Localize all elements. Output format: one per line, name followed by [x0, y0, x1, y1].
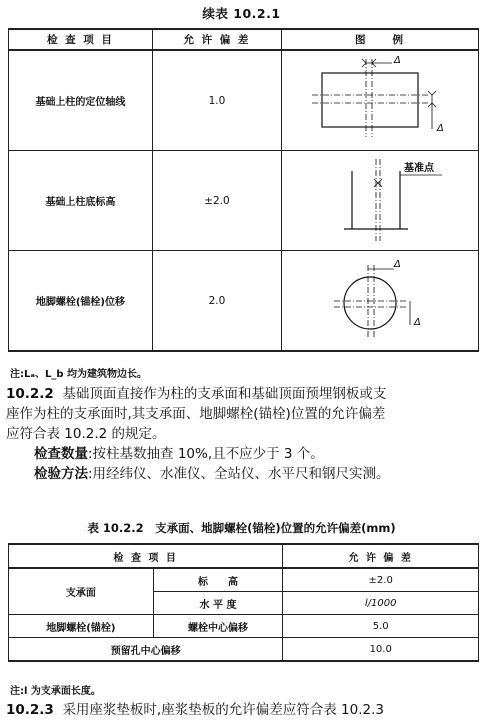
figure-elevation-cell: [281, 151, 478, 251]
row-hole-value: 10.0: [283, 638, 479, 662]
row-bolt-value: 5.0: [283, 615, 479, 638]
delta-label-3: Δ: [393, 259, 401, 270]
table-header-row: [9, 29, 479, 50]
bolt-offset-figure: [282, 251, 478, 347]
delta-label: Δ: [393, 55, 401, 66]
table-caption: 续表 10.2.1: [202, 6, 281, 21]
header-tolerance: 允 许 偏 差: [152, 29, 281, 50]
figure-axis-cell: [281, 50, 478, 151]
row-bolt-label: 螺栓中心偏移: [153, 615, 283, 638]
header-tolerance: 允 许 偏 差: [283, 544, 479, 568]
row-item-bolt: 地脚螺栓(锚栓)位移: [9, 251, 153, 352]
table-row: [9, 151, 479, 251]
paragraph-text: 采用座浆垫板时,座浆垫板的允许偏差应符合表 10.2.3: [62, 702, 384, 718]
row-value-elevation: ±2.0: [152, 151, 281, 251]
header-check-item: 检 查 项 目: [9, 29, 153, 50]
row-item-axis: 基础上柱的定位轴线: [9, 50, 153, 151]
check-method-line: [6, 464, 480, 484]
row-elevation-label: 标 高: [153, 568, 283, 592]
column-elevation-figure: [282, 151, 478, 247]
table-header-row: [9, 544, 479, 568]
datum-point-label: 基准点: [403, 163, 434, 174]
header-figure: 图 例: [281, 29, 478, 50]
paragraph-line: [6, 384, 480, 404]
delta-label-4: Δ: [413, 317, 421, 328]
section-10-2-3: [6, 700, 480, 720]
group-anchor-bolt: 地脚螺栓(锚栓): [9, 615, 154, 638]
clause-number: 10.2.2: [6, 386, 54, 402]
tolerance-table-10-2-1: [8, 28, 479, 352]
table2-note: 注:l 为支承面长度。: [10, 686, 101, 697]
table-row: [9, 615, 479, 638]
table-row: [9, 568, 479, 592]
check-quantity-label: 检查数量: [34, 446, 88, 462]
check-quantity-text: :按柱基数抽查 10%,且不应少于 3 个。: [88, 446, 324, 462]
row-level-label: 水 平 度: [153, 592, 283, 615]
row-value-axis: 1.0: [152, 50, 281, 151]
row-elevation-value: ±2.0: [283, 568, 479, 592]
table-note: 注:Lₐ、L_b 均为建筑物边长。: [10, 369, 147, 380]
row-item-elevation: 基础上柱底标高: [9, 151, 153, 251]
section-10-2-2: [6, 384, 480, 484]
paragraph-line: 应符合表 10.2.2 的规定。: [6, 426, 166, 442]
table-row: [9, 251, 479, 352]
row-hole-label: 预留孔中心偏移: [9, 638, 283, 662]
delta-label-2: Δ: [436, 123, 444, 134]
row-value-bolt: 2.0: [152, 251, 281, 352]
row-level-value: l/1000: [283, 592, 479, 615]
check-method-text: :用经纬仪、水准仪、全站仪、水平尺和钢尺实测。: [88, 466, 390, 482]
paragraph-text: 基础顶面直接作为柱的支承面和基础顶面预埋钢板或支: [62, 386, 387, 402]
check-method-label: 检验方法: [34, 466, 88, 482]
header-check-item: 检 查 项 目: [9, 544, 283, 568]
check-quantity-line: [6, 444, 480, 464]
table2-caption: 表 10.2.2 支承面、地脚螺栓(锚栓)位置的允许偏差(mm): [87, 521, 396, 535]
table-row: [9, 638, 479, 662]
clause-number: 10.2.3: [6, 702, 54, 718]
axis-offset-figure: [282, 51, 478, 147]
group-support-surface: 支承面: [9, 568, 154, 615]
tolerance-table-10-2-2: [8, 543, 479, 662]
figure-bolt-cell: [281, 251, 478, 352]
table-row: [9, 50, 479, 151]
paragraph-line: 座作为柱的支承面时,其支承面、地脚螺栓(锚栓)位置的允许偏差: [6, 406, 386, 422]
